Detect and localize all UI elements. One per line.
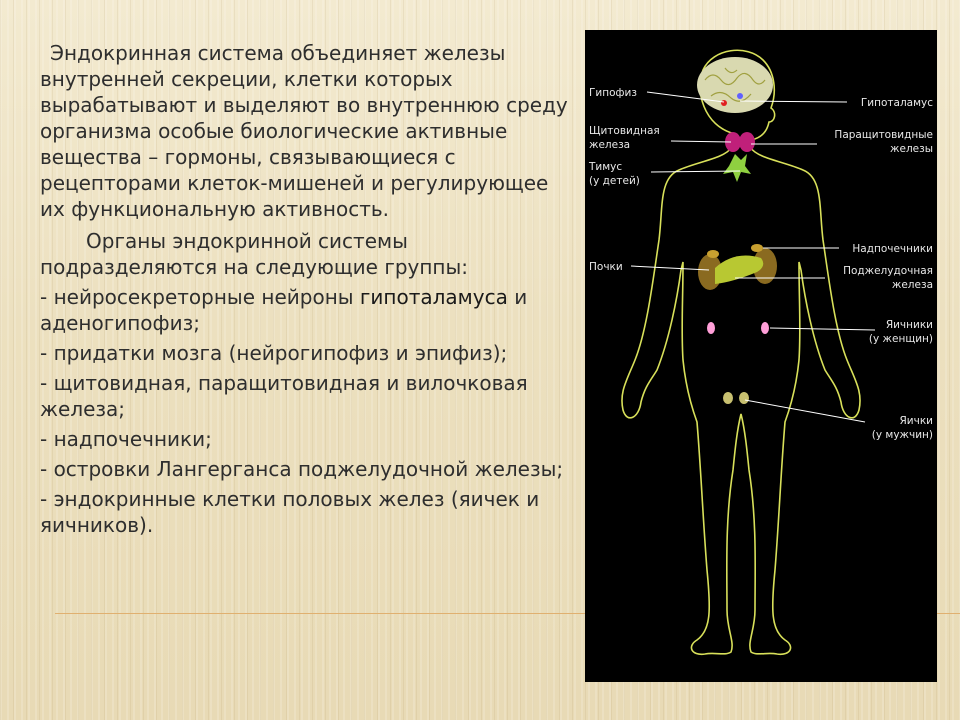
list-item: - надпочечники; [40, 427, 212, 451]
label-thymus-line2: (у детей) [589, 175, 640, 187]
ovary-left-icon [707, 322, 715, 334]
body-figure [585, 30, 937, 682]
ovary-right-icon [761, 322, 769, 334]
pancreas-icon [715, 256, 763, 284]
emphasis-hypothalamus: гипоталамуса [359, 285, 508, 309]
list-item: - островки Лангерганса поджелудочной железы; [40, 457, 564, 481]
label-hypothalamus: Гипоталамус [860, 97, 933, 109]
list-item: - придатки мозга (нейрогипофиз и эпифиз); [40, 341, 508, 365]
label-thymus-line1: Тимус [589, 161, 623, 173]
label-ovaries-line2: (у женщин) [868, 333, 933, 345]
label-hypophysis: Гипофиз [589, 87, 637, 99]
label-testes-line2: (у мужчин) [871, 429, 933, 441]
label-parathyroid-line1: Паращитовидные [834, 129, 933, 141]
label-ovaries-line1: Яичники [885, 319, 933, 331]
intro-paragraph: Эндокринная система объединяет железы внутренней секреции, клетки которых вырабатывают и выделяют во внутреннюю среду организма особые биологические активные вещества – гормоны, связывающиеся с рецепторами клеток-мишеней и регулирующее их функциональную активность. [40, 41, 568, 221]
label-pancreas-line1: Поджелудочная [843, 265, 933, 277]
organ-groups-list [40, 284, 575, 538]
description-text [40, 40, 575, 542]
list-item: - нейросекреторные нейроны гипоталамуса и аденогипофиз; [40, 285, 528, 335]
thymus-icon [723, 154, 751, 182]
label-thyroid-line1: Щитовидная [589, 125, 660, 137]
testis-right-icon [739, 392, 749, 404]
list-item: - эндокринные клетки половых желез (яичек и яичников). [40, 487, 540, 537]
label-adrenals: Надпочечники [852, 243, 933, 255]
endocrine-system-diagram [585, 30, 937, 682]
groups-intro: Органы эндокринной системы подразделяются на следующие группы: [40, 229, 469, 279]
label-testes-line1: Яички [899, 415, 933, 427]
label-pancreas-line2: железа [891, 279, 933, 291]
label-thyroid-line2: железа [589, 139, 631, 151]
testis-left-icon [723, 392, 733, 404]
label-kidneys: Почки [589, 261, 623, 273]
list-item: - щитовидная, паращитовидная и вилочковая железа; [40, 371, 528, 421]
label-parathyroid-line2: железы [890, 143, 933, 155]
brain-icon [697, 57, 773, 113]
